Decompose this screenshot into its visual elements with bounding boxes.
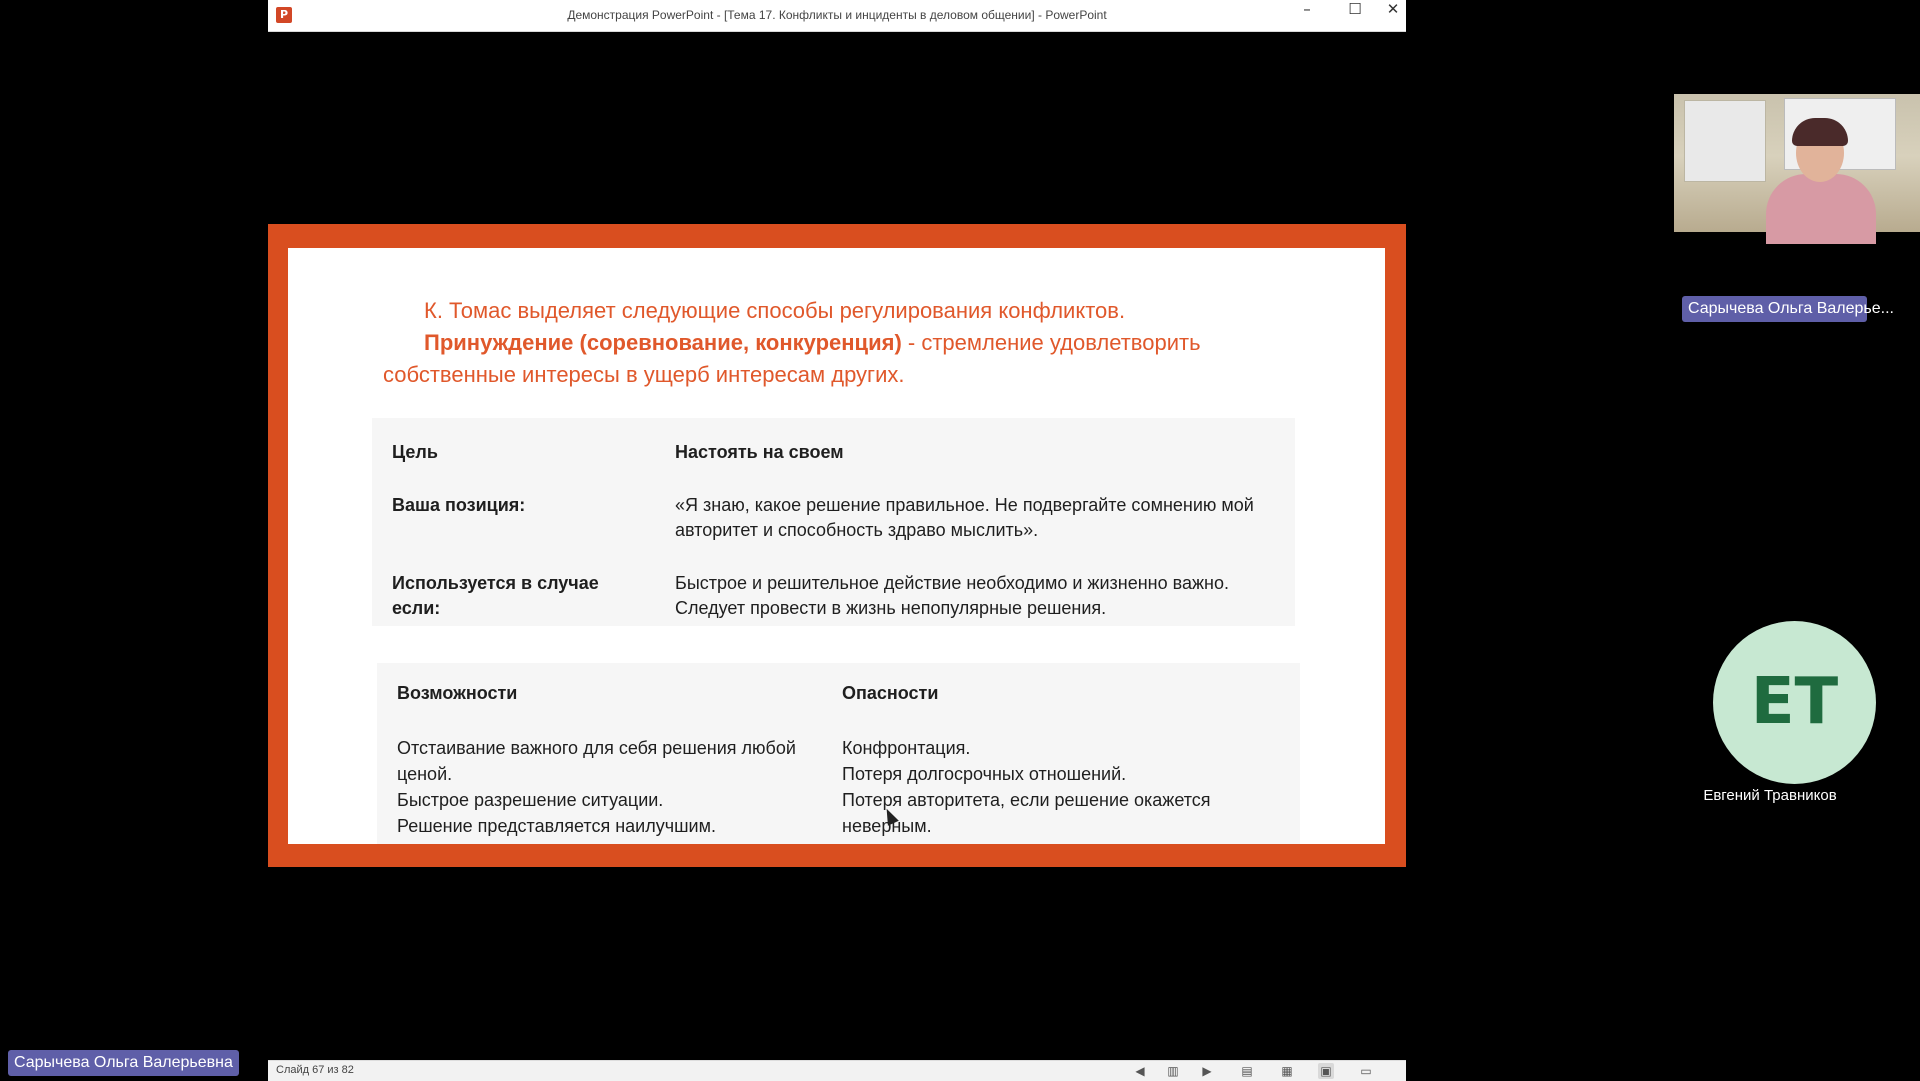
strategy-table (372, 418, 1295, 626)
video-background-board (1684, 100, 1766, 182)
next-icon[interactable]: ▶ (1202, 1064, 1212, 1078)
slideshow-icon[interactable]: ▭ (1360, 1064, 1372, 1078)
heading-line-2 (424, 330, 1201, 356)
minimize-button[interactable]: – (1303, 0, 1311, 18)
status-bar (268, 1060, 1406, 1081)
dangers-title: Опасности (842, 683, 939, 703)
heading-line-1: К. Томас выделяет следующие способы регулирования конфликтов. (424, 298, 1126, 323)
sorter-view-icon[interactable]: ▦ (1281, 1064, 1293, 1078)
powerpoint-window (268, 0, 1406, 1080)
presenter-name-tag: Сарычева Ольга Валерье... (1682, 296, 1867, 322)
slide-content (288, 248, 1385, 844)
dangers-list (842, 735, 1262, 839)
video-person-body (1766, 174, 1876, 244)
list-item: Потеря долгосрочных отношений. (842, 764, 1127, 784)
list-item: Потеря авторитета, если решение окажется неверным. (842, 790, 1211, 836)
title-bar (268, 0, 1406, 32)
normal-view-icon[interactable]: ▤ (1241, 1064, 1253, 1078)
slide-heading (288, 248, 1385, 408)
reading-view-icon[interactable]: ▣ (1318, 1063, 1334, 1079)
list-item: Быстрое разрешение ситуации. (397, 790, 664, 810)
powerpoint-logo-icon: P (276, 7, 292, 23)
heading-bold-term: Принуждение (соревнование, конкуренция) (424, 330, 902, 355)
slide-counter: Слайд 67 из 82 (276, 1064, 354, 1076)
pros-cons-table (377, 663, 1300, 844)
presenter-video[interactable] (1674, 94, 1920, 232)
heading-line-3: собственные интересы в ущерб интересам других. (383, 362, 905, 387)
participant-name: Евгений Травников (1703, 787, 1837, 804)
table-row-value: Настоять на своем (675, 442, 844, 462)
maximize-button[interactable]: ☐ (1348, 0, 1362, 18)
participant-avatar[interactable]: ЕТ (1713, 621, 1876, 784)
slide-frame[interactable] (268, 224, 1406, 867)
presenter-name-label: Сарычева Ольга Валерьевна (8, 1050, 239, 1076)
close-button[interactable]: ✕ (1386, 0, 1400, 18)
table-row-label: Ваша позиция: (392, 495, 526, 515)
table-row-value: Быстрое и решительное действие необходимо и жизненно важно. Следует провести в жизнь непопулярные решения. (675, 573, 1229, 618)
table-row-value: «Я знаю, какое решение правильное. Не подвергайте сомнению мой авторитет и способность здраво мыслить». (675, 495, 1254, 540)
opportunities-title: Возможности (397, 683, 518, 703)
table-row-label: Используется в случае если: (392, 573, 599, 618)
list-item: Отстаивание важного для себя решения любой ценой. (397, 738, 796, 784)
prev-icon[interactable]: ◀ (1135, 1064, 1145, 1078)
list-item: Решение представляется наилучшим. (397, 816, 716, 836)
table-row-label: Цель (392, 442, 438, 462)
window-title: Демонстрация PowerPoint - [Тема 17. Конфликты и инциденты в деловом общении] - PowerPoint (567, 8, 1107, 22)
list-item: Конфронтация. (842, 738, 971, 758)
opportunities-list (397, 735, 817, 839)
heading-line-2-rest: - стремление удовлетворить (901, 330, 1201, 355)
notes-icon[interactable]: ▥ (1167, 1064, 1179, 1078)
